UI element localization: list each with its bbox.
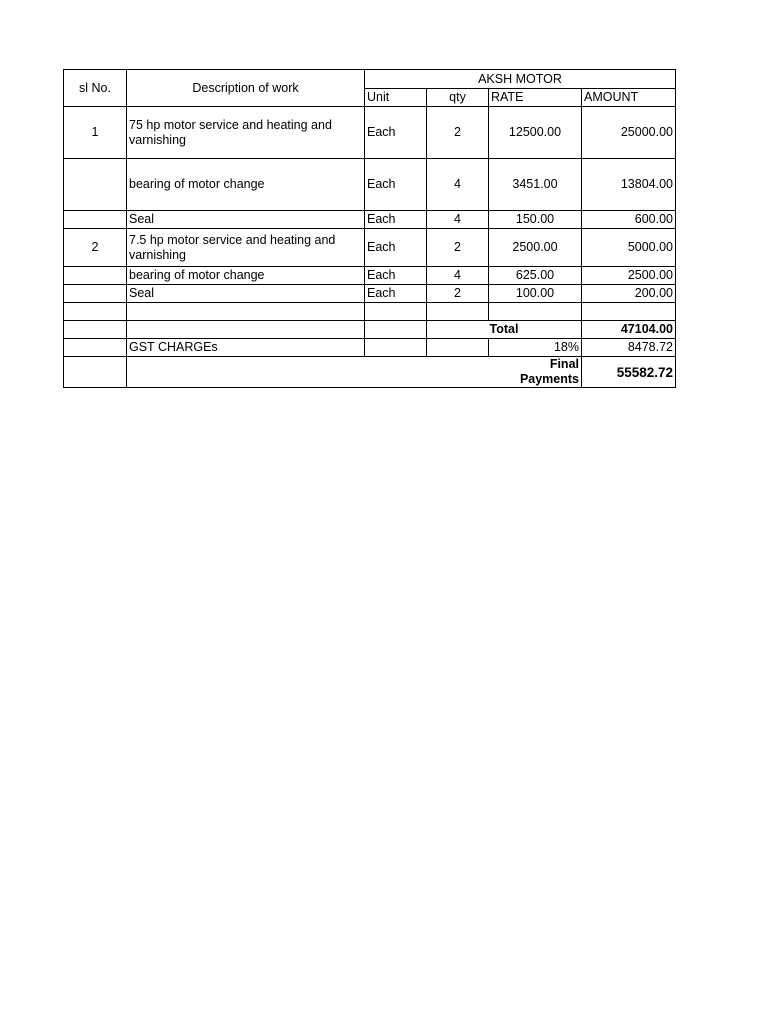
row-qty: 2 bbox=[427, 285, 489, 303]
table-row bbox=[64, 285, 676, 303]
row-amount: 25000.00 bbox=[582, 107, 676, 159]
header-qty: qty bbox=[427, 89, 489, 107]
gst-value: 8478.72 bbox=[582, 339, 676, 357]
row-sl: 2 bbox=[64, 229, 127, 267]
header-rate: RATE bbox=[489, 89, 582, 107]
row-rate: 150.00 bbox=[489, 211, 582, 229]
final-row bbox=[64, 357, 676, 388]
row-sl bbox=[64, 211, 127, 229]
gst-row bbox=[64, 339, 676, 357]
row-unit: Each bbox=[365, 107, 427, 159]
row-description: Seal bbox=[127, 285, 365, 303]
header-description: Description of work bbox=[127, 70, 365, 107]
row-unit: Each bbox=[365, 229, 427, 267]
empty-row bbox=[64, 303, 676, 321]
gst-rate: 18% bbox=[489, 339, 582, 357]
row-rate: 3451.00 bbox=[489, 159, 582, 211]
row-unit: Each bbox=[365, 267, 427, 285]
total-row bbox=[64, 321, 676, 339]
invoice-table bbox=[63, 69, 676, 388]
row-rate: 100.00 bbox=[489, 285, 582, 303]
row-rate: 12500.00 bbox=[489, 107, 582, 159]
table-row bbox=[64, 229, 676, 267]
row-unit: Each bbox=[365, 211, 427, 229]
row-description: 75 hp motor service and heating and varnishing bbox=[127, 107, 365, 159]
total-value: 47104.00 bbox=[582, 321, 676, 339]
row-description: bearing of motor change bbox=[127, 267, 365, 285]
row-qty: 2 bbox=[427, 229, 489, 267]
table-row bbox=[64, 211, 676, 229]
row-amount: 2500.00 bbox=[582, 267, 676, 285]
final-value: 55582.72 bbox=[582, 357, 676, 388]
row-rate: 2500.00 bbox=[489, 229, 582, 267]
table-row bbox=[64, 107, 676, 159]
row-amount: 200.00 bbox=[582, 285, 676, 303]
row-sl bbox=[64, 285, 127, 303]
row-description: bearing of motor change bbox=[127, 159, 365, 211]
row-qty: 4 bbox=[427, 211, 489, 229]
header-aksh-motor: AKSH MOTOR bbox=[365, 70, 676, 89]
row-rate: 625.00 bbox=[489, 267, 582, 285]
row-description: Seal bbox=[127, 211, 365, 229]
header-unit: Unit bbox=[365, 89, 427, 107]
row-amount: 600.00 bbox=[582, 211, 676, 229]
total-label: Total bbox=[427, 321, 582, 339]
row-qty: 2 bbox=[427, 107, 489, 159]
row-qty: 4 bbox=[427, 267, 489, 285]
row-sl: 1 bbox=[64, 107, 127, 159]
row-qty: 4 bbox=[427, 159, 489, 211]
header-amount: AMOUNT bbox=[582, 89, 676, 107]
row-amount: 13804.00 bbox=[582, 159, 676, 211]
row-sl bbox=[64, 267, 127, 285]
row-unit: Each bbox=[365, 159, 427, 211]
header-sl-no: sl No. bbox=[64, 70, 127, 107]
final-label: Final Payments bbox=[489, 357, 582, 388]
row-sl bbox=[64, 159, 127, 211]
table-row bbox=[64, 267, 676, 285]
row-amount: 5000.00 bbox=[582, 229, 676, 267]
table-row bbox=[64, 159, 676, 211]
row-description: 7.5 hp motor service and heating and varnishing bbox=[127, 229, 365, 267]
gst-label: GST CHARGEs bbox=[127, 339, 365, 357]
row-unit: Each bbox=[365, 285, 427, 303]
